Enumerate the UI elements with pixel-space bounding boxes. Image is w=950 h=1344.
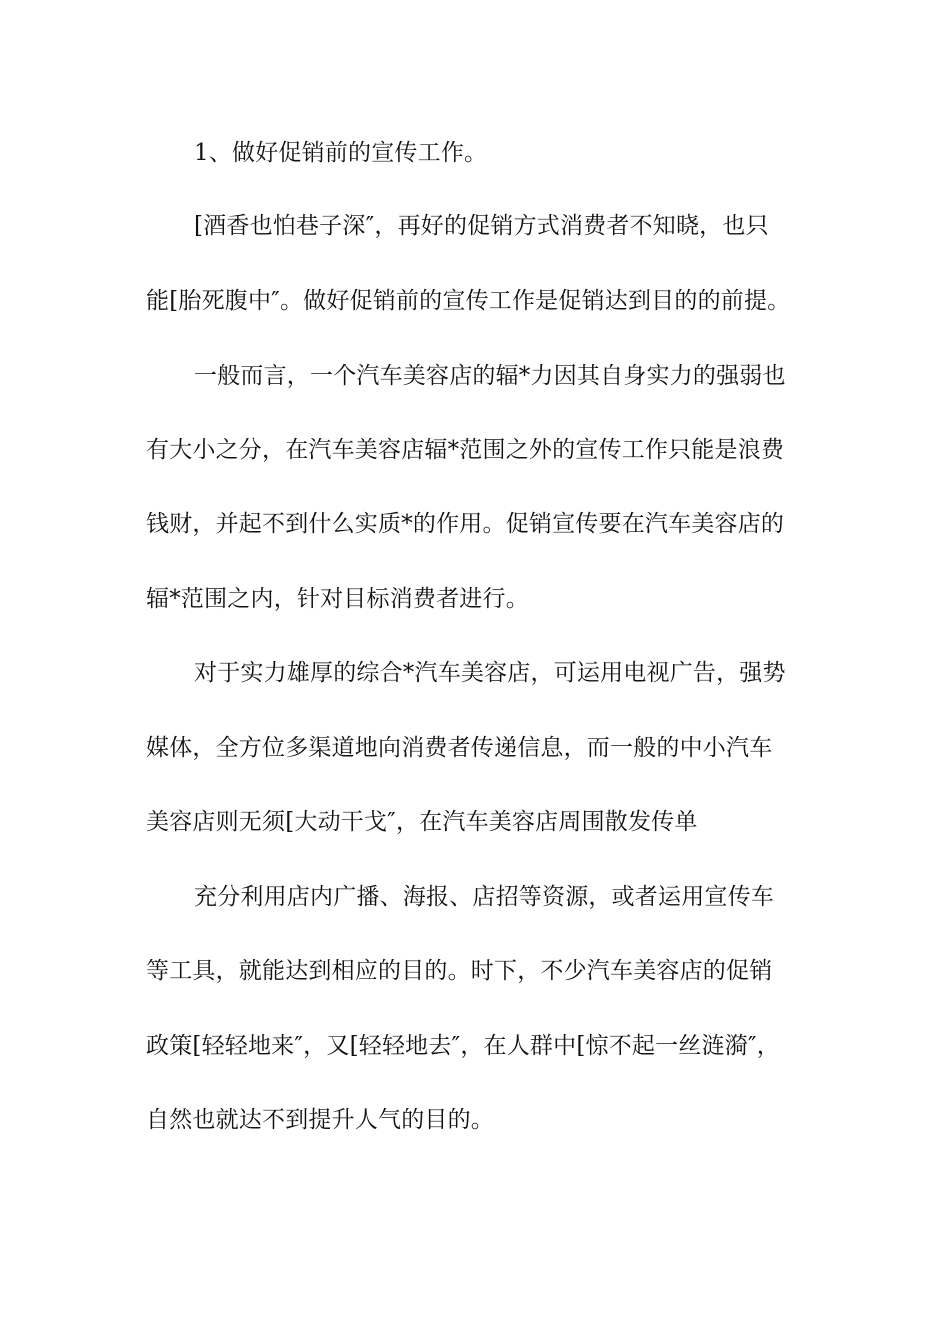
text-line: 能[胎死腹中″。做好促销前的宣传工作是促销达到目的的前提。 xyxy=(146,288,791,314)
text-line: 自然也就达不到提升人气的目的。 xyxy=(146,1107,494,1133)
text-line: 辐*范围之内，针对目标消费者进行。 xyxy=(146,586,529,612)
heading-line: 1、做好促销前的宣传工作。 xyxy=(194,140,488,166)
text-line: 充分利用店内广播、海报、店招等资源，或者运用宣传车 xyxy=(194,884,774,910)
text-line: 美容店则无须[大动干戈″，在汽车美容店周围散发传单 xyxy=(146,809,698,835)
text-line: 一般而言，一个汽车美容店的辐*力因其自身实力的强弱也 xyxy=(194,363,786,389)
text-line: 对于实力雄厚的综合*汽车美容店，可运用电视广告，强势 xyxy=(194,660,786,686)
text-line: 媒体，全方位多渠道地向消费者传递信息，而一般的中小汽车 xyxy=(146,735,773,761)
text-line: [酒香也怕巷子深″，再好的促销方式消费者不知晓，也只 xyxy=(194,213,769,239)
text-line: 等工具，就能达到相应的目的。时下，不少汽车美容店的促销 xyxy=(146,958,773,984)
text-line: 钱财，并起不到什么实质*的作用。促销宣传要在汽车美容店的 xyxy=(146,511,785,537)
text-line: 有大小之分，在汽车美容店辐*范围之外的宣传工作只能是浪费 xyxy=(146,437,785,463)
text-line: 政策[轻轻地来″，又[轻轻地去″，在人群中[惊不起一丝涟漪″， xyxy=(146,1033,780,1059)
